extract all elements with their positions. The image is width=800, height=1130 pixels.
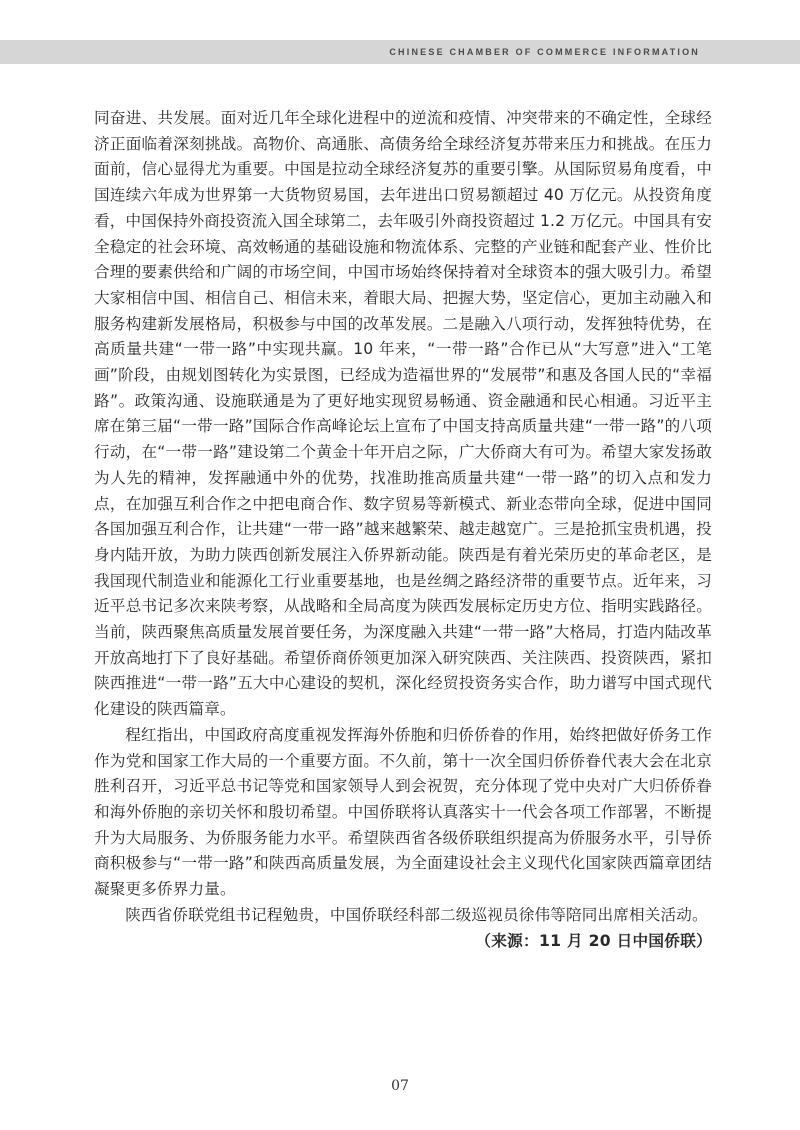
header-bar <box>0 40 800 64</box>
page-number: 07 <box>391 1078 409 1094</box>
article-body <box>94 106 712 954</box>
running-title: CHINESE CHAMBER OF COMMERCE INFORMATION <box>389 47 700 57</box>
article-paragraph: 同奋进、共发展。面对近几年全球化进程中的逆流和疫情、冲突带来的不确定性，全球经济正面临着深刻挑战。高物价、高通胀、高债务给全球经济复苏带来压力和挑战。在压力面前，信心显得尤为重要。中国是拉动全球经济复苏的重要引擎。从国际贸易角度看，中国连续六年成为世界第一大货物贸易国，去年进出口贸易额超过 40 万亿元。从投资角度看，中国保持外商投资流入国全球第二，去年吸引外商投资超过 1.2 万亿元。中国具有安全稳定的社会环境、高效畅通的基础设施和物流体系、完整的产业链和配套产业、性价比合理的要素供给和广阔的市场空间，中国市场始终保持着对全球资本的强大吸引力。希望大家相信中国、相信自己、相信未来，着眼大局、把握大势，坚定信心，更加主动融入和服务构建新发展格局，积极参与中国的改革发展。二是融入八项行动，发挥独特优势，在高质量共建“一带一路”中实现共赢。10 年来，“一带一路”合作已从“大写意”进入“工笔画”阶段，由规划图转化为实景图，已经成为造福世界的“发展带”和惠及各国人民的“幸福路”。政策沟通、设施联通是为了更好地实现贸易畅通、资金融通和民心相通。习近平主席在第三届“一带一路”国际合作高峰论坛上宣布了中国支持高质量共建“一带一路”的八项行动，在“一带一路”建设第二个黄金十年开启之际，广大侨商大有可为。希望大家发扬敢为人先的精神，发挥融通中外的优势，找准助推高质量共建“一带一路”的切入点和发力点，在加强互利合作之中把电商合作、数字贸易等新模式、新业态带向全球，促进中国同各国加强互利合作，让共建“一带一路”越来越繁荣、越走越宽广。三是抢抓宝贵机遇，投身内陆开放，为助力陕西创新发展注入侨界新动能。陕西是有着光荣历史的革命老区，是我国现代制造业和能源化工行业重要基地，也是丝绸之路经济带的重要节点。近年来，习近平总书记多次来陕考察，从战略和全局高度为陕西发展标定历史方位、指明实践路径。当前，陕西聚焦高质量发展首要任务，为深度融入共建“一带一路”大格局，打造内陆改革开放高地打下了良好基础。希望侨商侨领更加深入研究陕西、关注陕西、投资陕西，紧扣陕西推进“一带一路”五大中心建设的契机，深化经贸投资务实合作，助力谱写中国式现代化建设的陕西篇章。 <box>94 109 712 719</box>
article-paragraph: 陕西省侨联党组书记程勉贵，中国侨联经科部二级巡视员徐伟等陪同出席相关活动。 <box>125 905 708 924</box>
article-paragraph: 程红指出，中国政府高度重视发挥海外侨胞和归侨侨眷的作用，始终把做好侨务工作作为党和国家工作大局的一个重要方面。不久前，第十一次全国归侨侨眷代表大会在北京胜利召开，习近平总书记等党和国家领导人到会祝贺，充分体现了党中央对广大归侨侨眷和海外侨胞的亲切关怀和殷切希望。中国侨联将认真落实十一代会各项工作部署，不断提升为大局服务、为侨服务能力水平。希望陕西省各级侨联组织提高为侨服务水平，引导侨商积极参与“一带一路”和陕西高质量发展，为全面建设社会主义现代化国家陕西篇章团结凝聚更多侨界力量。 <box>94 725 712 899</box>
source-note: （来源：11 月 20 日中国侨联） <box>475 931 712 950</box>
